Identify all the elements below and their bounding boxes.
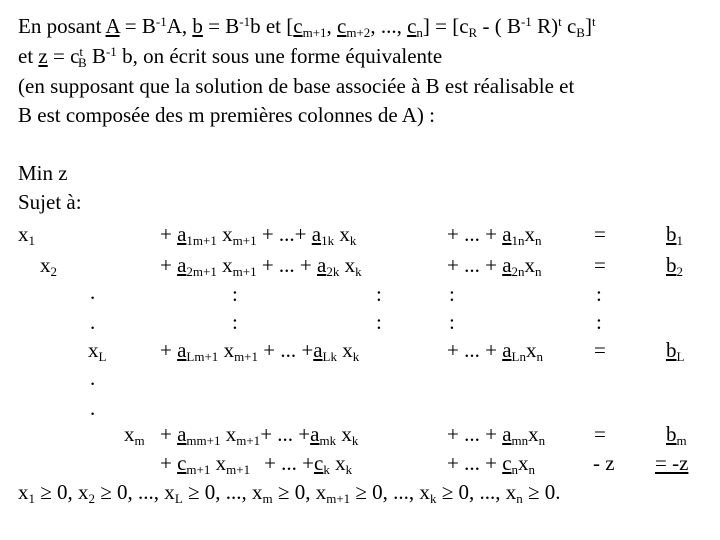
objective-rhs: = -z xyxy=(655,451,689,475)
symbol-c-bar: c xyxy=(293,14,303,38)
dot: . xyxy=(90,310,96,334)
superscript: t xyxy=(79,44,84,59)
subscript: B xyxy=(78,55,87,70)
dot: . xyxy=(90,366,96,390)
colon: : xyxy=(232,282,238,306)
row-1-nonbasic-terms: + $a_{1m+1}$ $x_{m+1}$ + ...+ $a_{1k}$ $x_k$ xyxy=(160,222,357,248)
row-1-tail-terms: + ... + $a_{1n}x_n$ xyxy=(447,222,542,248)
colon: : xyxy=(376,310,382,334)
text: A, xyxy=(166,14,193,38)
symbol-a-bar: A xyxy=(105,14,120,38)
subscript: m+1 xyxy=(302,25,327,40)
rhs-bL: $b_L$ xyxy=(666,338,685,364)
text: R) xyxy=(531,14,559,38)
equals: = xyxy=(594,222,606,246)
text: En posant xyxy=(18,14,106,38)
equals: = xyxy=(594,422,606,446)
objective-tail-terms: + ... + $c_nx_n$ xyxy=(447,451,536,477)
colon: : xyxy=(449,282,455,306)
basic-var-x2: $x_2$ xyxy=(40,253,57,279)
text: , ..., xyxy=(370,14,408,38)
text: c xyxy=(561,14,577,38)
paragraph-line-4: B est composée des m premières colonnes de A) : xyxy=(18,103,435,127)
symbol-c-bar: c xyxy=(337,14,347,38)
min-z-label: Min z xyxy=(18,161,68,185)
text: et xyxy=(18,44,39,68)
text: B xyxy=(86,44,106,68)
row-m-tail-terms: + ... + $a_{mn}x_n$ xyxy=(447,422,546,448)
nonnegativity-constraints: $x_1 \ge 0$, $x_2 \ge 0$, ..., $x_L \ge 0$, ..., $x_m \ge 0$, $x_{m+1} \ge 0$, ..., $x_k \ge 0$, ..., $x_n \ge 0$. xyxy=(18,480,561,506)
text: - ( B xyxy=(477,14,521,38)
basic-var-x1: $x_1$ xyxy=(18,222,35,248)
colon: : xyxy=(376,282,382,306)
subscript: B xyxy=(576,25,585,40)
superscript: -1 xyxy=(155,14,167,29)
symbol-z-bar: z xyxy=(38,44,48,68)
subscript: m+2 xyxy=(346,25,371,40)
colon: : xyxy=(449,310,455,334)
dot: . xyxy=(90,396,96,420)
rhs-b2: $b_2$ xyxy=(666,253,683,279)
colon: : xyxy=(596,282,602,306)
paragraph-line-1 xyxy=(18,14,596,38)
row-L-tail-terms: + ... + $a_{Ln}x_n$ xyxy=(447,338,543,364)
text: b, on écrit sous une forme équivalente xyxy=(116,44,443,68)
objective-nonbasic-terms: + $c_{m+1}$ $x_{m+1}$ + ... $+c_k$ $x_k$ xyxy=(160,451,353,477)
rhs-b1: $b_1$ xyxy=(666,222,683,248)
row-L-nonbasic-terms: + $a_{Lm+1}$ $x_{m+1}$ + ... $+a_{Lk}$ $x_k$ xyxy=(160,338,360,364)
paragraph-line-2 xyxy=(18,44,442,68)
symbol-c-bar: c xyxy=(407,14,417,38)
row-m-nonbasic-terms: + $a_{mm+1}$ $x_{m+1}+$ ... $+a_{mk}$ $x_k$ xyxy=(160,422,359,448)
paragraph-line-3: (en supposant que la solution de base associée à B est réalisable et xyxy=(18,74,575,98)
superscript: -1 xyxy=(105,44,117,59)
minus-z: - z xyxy=(593,451,615,475)
colon: : xyxy=(596,310,602,334)
basic-var-xL: $x_L$ xyxy=(88,338,107,364)
colon: : xyxy=(232,310,238,334)
superscript: -1 xyxy=(520,14,532,29)
symbol-b-bar: b xyxy=(192,14,203,38)
text: = c xyxy=(47,44,80,68)
text: ] xyxy=(584,14,592,38)
subscript: n xyxy=(416,25,423,40)
subject-to-label: Sujet à: xyxy=(18,190,82,214)
text: ] = [c xyxy=(422,14,469,38)
text: b et [ xyxy=(250,14,294,38)
equals: = xyxy=(594,253,606,277)
text: = B xyxy=(119,14,156,38)
rhs-bm: $b_m$ xyxy=(666,422,687,448)
row-2-tail-terms: + ... + $a_{2n}x_n$ xyxy=(447,253,542,279)
text: , xyxy=(326,14,338,38)
superscript: -1 xyxy=(239,14,251,29)
row-2-nonbasic-terms: + $a_{2m+1}$ $x_{m+1}$ + ... + $a_{2k}$ $x_k$ xyxy=(160,253,362,279)
basic-var-xm: $x_m$ xyxy=(124,422,145,448)
dot: . xyxy=(90,280,96,304)
text: = B xyxy=(202,14,240,38)
superscript: t xyxy=(558,14,562,29)
equals: = xyxy=(594,338,606,362)
subscript: R xyxy=(468,25,478,40)
superscript: t xyxy=(591,14,596,29)
